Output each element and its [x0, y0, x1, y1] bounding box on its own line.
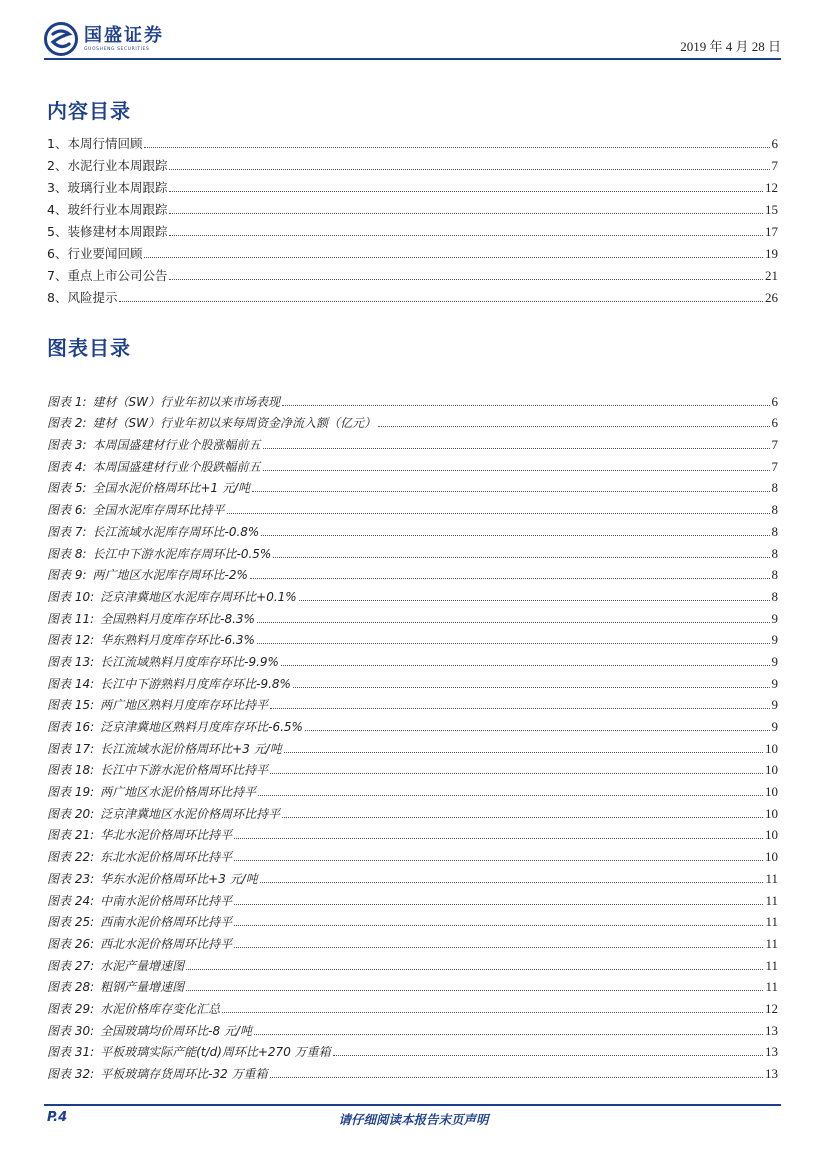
dot-leader — [260, 881, 764, 883]
dot-leader — [270, 772, 763, 774]
figure-entry[interactable] — [47, 648, 778, 670]
entry-page-number: 9 — [771, 719, 778, 734]
entry-label: 东北水泥价格周环比持平 — [100, 850, 233, 865]
entry-page-number: 26 — [765, 290, 778, 305]
contents-entry[interactable] — [47, 262, 778, 284]
entry-label: 平板玻璃存货周环比-32 万重箱 — [100, 1067, 268, 1081]
contents-title: 内容目录 — [47, 99, 131, 123]
entry-label: 2、水泥行业本周跟踪 — [47, 158, 168, 173]
figure-number: 图表 11: — [47, 611, 95, 626]
entry-label: 建材（SW）行业年初以来每周资金净流入额（亿元） — [92, 416, 376, 431]
contents-entry[interactable] — [47, 218, 778, 240]
figure-number: 图表 31: — [47, 1045, 95, 1060]
contents-entry[interactable] — [47, 240, 778, 262]
entry-label: 4、玻纤行业本周跟踪 — [47, 202, 168, 217]
dot-leader — [299, 599, 770, 601]
disclaimer-note: 请仔细阅读本报告末页声明 — [338, 1112, 489, 1127]
entry-page-number: 11 — [765, 935, 778, 951]
figure-number: 图表 3: — [47, 438, 87, 453]
figure-entry[interactable] — [47, 930, 778, 952]
entry-label: 长江中下游水泥库存周环比-0.5% — [92, 546, 272, 561]
figure-number: 图表 6: — [47, 503, 87, 518]
entry-label: 6、行业要闻回顾 — [47, 246, 143, 261]
figure-entry[interactable] — [47, 1039, 778, 1061]
figure-number: 图表 2: — [47, 416, 87, 431]
figure-entry[interactable] — [47, 562, 778, 584]
entry-label: 两广地区水泥库存周环比-2% — [92, 568, 248, 583]
figure-number: 图表 20: — [47, 806, 95, 821]
figure-entry[interactable] — [47, 388, 778, 410]
page-number: P.4 — [47, 1110, 68, 1125]
dot-leader — [186, 989, 763, 991]
entry-page-number: 11 — [765, 914, 778, 930]
contents-entry[interactable] — [47, 196, 778, 218]
entry-label: 两广地区水泥价格周环比持平 — [100, 785, 257, 800]
page-header — [44, 22, 781, 62]
dot-leader — [222, 1011, 763, 1013]
dot-leader — [378, 425, 770, 427]
entry-page-number: 9 — [771, 675, 778, 691]
entry-label: 全国水泥价格周环比+1 元/吨 — [92, 481, 251, 496]
dot-leader — [333, 1054, 763, 1056]
dot-leader — [270, 1076, 763, 1078]
dot-leader — [282, 404, 770, 406]
entry-page-number: 10 — [765, 805, 778, 821]
figure-number: 图表 28: — [47, 980, 95, 995]
entry-label: 平板玻璃实际产能(t/d)周环比+270 万重箱 — [100, 1045, 331, 1060]
entry-page-number: 9 — [771, 697, 778, 713]
dot-leader — [119, 300, 763, 302]
figure-entry[interactable] — [47, 692, 778, 714]
figure-number: 图表 7: — [47, 524, 87, 539]
figure-number: 图表 32: — [47, 1067, 95, 1081]
dot-leader — [254, 1033, 763, 1035]
logo-chinese-name: 国盛证券 — [84, 24, 164, 46]
entry-label: 中南水泥价格周环比持平 — [100, 893, 233, 908]
dot-leader — [234, 903, 763, 905]
entry-page-number: 9 — [771, 610, 778, 626]
entry-label: 西北水泥价格周环比持平 — [100, 936, 233, 951]
entry-label: 粗钢产量增速图 — [100, 980, 185, 995]
entry-label: 全国玻璃均价周环比-8 元/吨 — [100, 1023, 252, 1038]
dot-leader — [273, 556, 769, 558]
figure-entry[interactable] — [47, 670, 778, 692]
report-date: 2019 年 4 月 28 日 — [680, 39, 781, 54]
dot-leader — [186, 968, 763, 970]
figure-entry[interactable] — [47, 735, 778, 757]
dot-leader — [270, 707, 769, 709]
guosheng-logo-icon — [44, 22, 78, 56]
entry-page-number: 9 — [771, 653, 778, 669]
entry-label: 华东熟料月度库存环比-6.3% — [100, 633, 255, 648]
figure-entry[interactable] — [47, 778, 778, 800]
figure-number: 图表 27: — [47, 958, 95, 973]
dot-leader — [281, 664, 770, 666]
entry-label: 两广地区熟料月度库存环比持平 — [100, 698, 269, 713]
footer-divider — [44, 1104, 781, 1106]
entry-label: 本周国盛建材行业个股跌幅前五 — [92, 459, 261, 474]
figure-entry[interactable] — [47, 583, 778, 605]
entry-page-number: 7 — [771, 437, 778, 453]
dot-leader — [263, 469, 770, 471]
figure-number: 图表 13: — [47, 654, 95, 669]
entry-label: 全国水泥库存周环比持平 — [92, 503, 225, 518]
entry-page-number: 11 — [765, 957, 778, 973]
entry-label: 长江流域熟料月度库存环比-9.9% — [100, 654, 279, 669]
figure-number: 图表 24: — [47, 893, 95, 908]
dot-leader — [257, 621, 770, 623]
figure-number: 图表 18: — [47, 763, 95, 778]
entry-page-number: 12 — [765, 1000, 778, 1016]
entry-page-number: 8 — [771, 588, 778, 604]
figure-number: 图表 22: — [47, 850, 95, 865]
dot-leader — [234, 924, 763, 926]
entry-page-number: 8 — [771, 523, 778, 539]
figure-number: 图表 12: — [47, 633, 95, 648]
dot-leader — [227, 512, 770, 514]
entry-page-number: 8 — [771, 502, 778, 518]
figure-entry[interactable] — [47, 865, 778, 887]
dot-leader — [263, 447, 770, 449]
entry-page-number: 8 — [771, 480, 778, 496]
dot-leader — [169, 212, 763, 214]
entry-page-number: 6 — [771, 415, 778, 431]
dot-leader — [257, 642, 770, 644]
entry-page-number: 10 — [765, 784, 778, 800]
figure-number: 图表 14: — [47, 676, 95, 691]
figure-entry[interactable] — [47, 887, 778, 909]
entry-label: 长江中下游熟料月度库存环比-9.8% — [100, 676, 291, 691]
dot-leader — [234, 859, 763, 861]
figure-entry[interactable] — [47, 974, 778, 996]
dot-leader — [169, 278, 763, 280]
dot-leader — [144, 256, 763, 258]
figure-entry[interactable] — [47, 496, 778, 518]
entry-page-number: 13 — [765, 1044, 778, 1060]
entry-label: 泛京津冀地区水泥价格周环比持平 — [100, 806, 281, 821]
contents-list — [47, 130, 778, 306]
figure-number: 图表 15: — [47, 698, 95, 713]
figure-number: 图表 17: — [47, 741, 95, 756]
entry-label: 华北水泥价格周环比持平 — [100, 828, 233, 843]
figure-entry[interactable] — [47, 1017, 778, 1039]
entry-page-number: 11 — [765, 892, 778, 908]
entry-label: 全国熟料月度库存环比-8.3% — [100, 611, 255, 626]
entry-label: 水泥价格库存变化汇总 — [100, 1001, 221, 1016]
entry-page-number: 15 — [765, 202, 778, 217]
entry-label: 长江中下游水泥价格周环比持平 — [100, 763, 269, 778]
figure-entry[interactable] — [47, 757, 778, 779]
entry-page-number: 17 — [765, 224, 778, 239]
figures-title: 图表目录 — [47, 336, 131, 360]
dot-leader — [250, 577, 770, 579]
entry-label: 华东水泥价格周环比+3 元/吨 — [100, 871, 258, 886]
entry-label: 5、装修建材本周跟踪 — [47, 224, 168, 239]
entry-page-number: 13 — [765, 1066, 778, 1081]
entry-page-number: 10 — [765, 849, 778, 865]
figure-entry[interactable] — [47, 909, 778, 931]
figure-entry[interactable] — [47, 843, 778, 865]
entry-page-number: 10 — [765, 827, 778, 843]
entry-label: 3、玻璃行业本周跟踪 — [47, 180, 168, 195]
entry-label: 8、风险提示 — [47, 290, 118, 305]
contents-entry[interactable] — [47, 130, 778, 152]
figure-entry[interactable] — [47, 453, 778, 475]
figures-list — [47, 388, 778, 1082]
entry-page-number: 8 — [771, 567, 778, 583]
figure-entry[interactable] — [47, 475, 778, 497]
dot-leader — [169, 190, 763, 192]
header-divider — [44, 58, 781, 60]
dot-leader — [282, 816, 763, 818]
figure-entry[interactable] — [47, 605, 778, 627]
figure-number: 图表 19: — [47, 785, 95, 800]
entry-page-number: 6 — [771, 136, 778, 151]
figure-entry[interactable] — [47, 1060, 778, 1082]
entry-page-number: 19 — [765, 246, 778, 261]
dot-leader — [293, 686, 770, 688]
entry-page-number: 13 — [765, 1022, 778, 1038]
dot-leader — [144, 146, 769, 148]
entry-label: 7、重点上市公司公告 — [47, 268, 168, 283]
figure-entry[interactable] — [47, 540, 778, 562]
figure-number: 图表 23: — [47, 871, 95, 886]
entry-page-number: 6 — [771, 393, 778, 409]
contents-entry[interactable] — [47, 152, 778, 174]
entry-page-number: 11 — [765, 979, 778, 995]
figure-entry[interactable] — [47, 995, 778, 1017]
entry-page-number: 12 — [765, 180, 778, 195]
figure-entry[interactable] — [47, 431, 778, 453]
figure-number: 图表 26: — [47, 936, 95, 951]
figure-entry[interactable] — [47, 410, 778, 432]
dot-leader — [261, 534, 769, 536]
figure-entry[interactable] — [47, 713, 778, 735]
entry-label: 本周国盛建材行业个股涨幅前五 — [92, 438, 261, 453]
entry-label: 泛京津冀地区熟料月度库存环比-6.5% — [100, 720, 303, 734]
entry-page-number: 7 — [771, 158, 778, 173]
figure-entry[interactable] — [47, 800, 778, 822]
dot-leader — [252, 490, 769, 492]
dot-leader — [169, 234, 763, 236]
entry-label: 长江流域水泥价格周环比+3 元/吨 — [100, 741, 282, 756]
contents-entry[interactable] — [47, 174, 778, 196]
entry-label: 泛京津冀地区水泥库存周环比+0.1% — [100, 589, 297, 604]
entry-page-number: 7 — [771, 458, 778, 474]
figure-number: 图表 9: — [47, 568, 87, 583]
entry-page-number: 11 — [765, 870, 778, 886]
figure-number: 图表 21: — [47, 828, 95, 843]
figure-entry[interactable] — [47, 627, 778, 649]
figure-entry[interactable] — [47, 518, 778, 540]
figure-number: 图表 8: — [47, 546, 87, 561]
figure-number: 图表 29: — [47, 1001, 95, 1016]
contents-entry[interactable] — [47, 284, 778, 306]
figure-number: 图表 16: — [47, 720, 95, 734]
figure-number: 图表 5: — [47, 481, 87, 496]
dot-leader — [258, 794, 763, 796]
dot-leader — [169, 168, 769, 170]
figure-number: 图表 1: — [47, 394, 87, 409]
figure-number: 图表 30: — [47, 1023, 95, 1038]
entry-label: 水泥产量增速图 — [100, 958, 185, 973]
entry-page-number: 10 — [765, 762, 778, 778]
entry-label: 西南水泥价格周环比持平 — [100, 915, 233, 930]
entry-page-number: 10 — [765, 740, 778, 756]
dot-leader — [234, 837, 763, 839]
dot-leader — [284, 751, 763, 753]
figure-entry[interactable] — [47, 952, 778, 974]
dot-leader — [234, 946, 763, 948]
company-logo — [44, 22, 164, 56]
dot-leader — [305, 729, 770, 731]
logo-english-name: GUOSHENG SECURITIES — [84, 46, 150, 52]
figure-number: 图表 4: — [47, 459, 87, 474]
entry-label: 长江流域水泥库存周环比-0.8% — [92, 524, 260, 539]
figure-entry[interactable] — [47, 822, 778, 844]
entry-page-number: 9 — [771, 632, 778, 648]
entry-page-number: 8 — [771, 545, 778, 561]
entry-label: 建材（SW）行业年初以来市场表现 — [92, 394, 280, 409]
figure-number: 图表 10: — [47, 589, 95, 604]
figure-number: 图表 25: — [47, 915, 95, 930]
entry-page-number: 21 — [765, 268, 778, 283]
entry-label: 1、本周行情回顾 — [47, 136, 143, 151]
